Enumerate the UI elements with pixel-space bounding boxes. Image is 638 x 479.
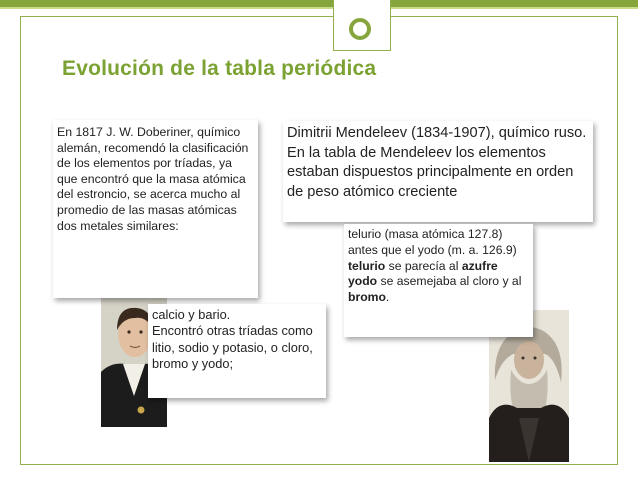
mendeleev-text-box — [283, 121, 593, 222]
telurio-text-part3: se asemejaba al cloro y al — [377, 274, 522, 289]
mendeleev-text: Dimitrii Mendeleev (1834-1907), químico ruso. En la tabla de Mendeleev los elementos estaban dispuestos principalmente en orden de peso atómico creciente — [287, 125, 587, 200]
triadas-line-2: Encontró otras tríadas como litio, sodio y potasio, o cloro, bromo y yodo; — [152, 323, 313, 372]
yodo-bold: yodo — [348, 274, 378, 289]
telurio-text-box — [344, 224, 533, 337]
top-stripe — [0, 7, 638, 9]
slide-title: Evolución de la tabla periódica — [62, 57, 377, 80]
bromo-bold: bromo — [348, 290, 386, 305]
ring-ornament-icon — [349, 18, 371, 40]
azufre-bold: azufre — [461, 258, 498, 273]
triadas-text-box — [148, 304, 326, 398]
doberiner-text-box — [53, 120, 258, 298]
triadas-line-1: calcio y bario. — [152, 307, 231, 322]
top-band — [0, 0, 638, 7]
telurio-text-part1: telurio (masa atómica 127.8) antes que el yodo (m. a. 126.9) — [348, 227, 517, 257]
telurio-text-part2: se parecía al — [385, 258, 462, 273]
doberiner-text: En 1817 J. W. Doberiner, químico alemán, recomendó la clasificación de los elementos por tríadas, ya que encontró que la masa atómica del estroncio, se acerca mucho al promedio de las masas atómicas dos metales similares: — [57, 125, 249, 233]
telurio-bold: telurio — [348, 258, 386, 273]
telurio-text-end: . — [385, 290, 390, 305]
